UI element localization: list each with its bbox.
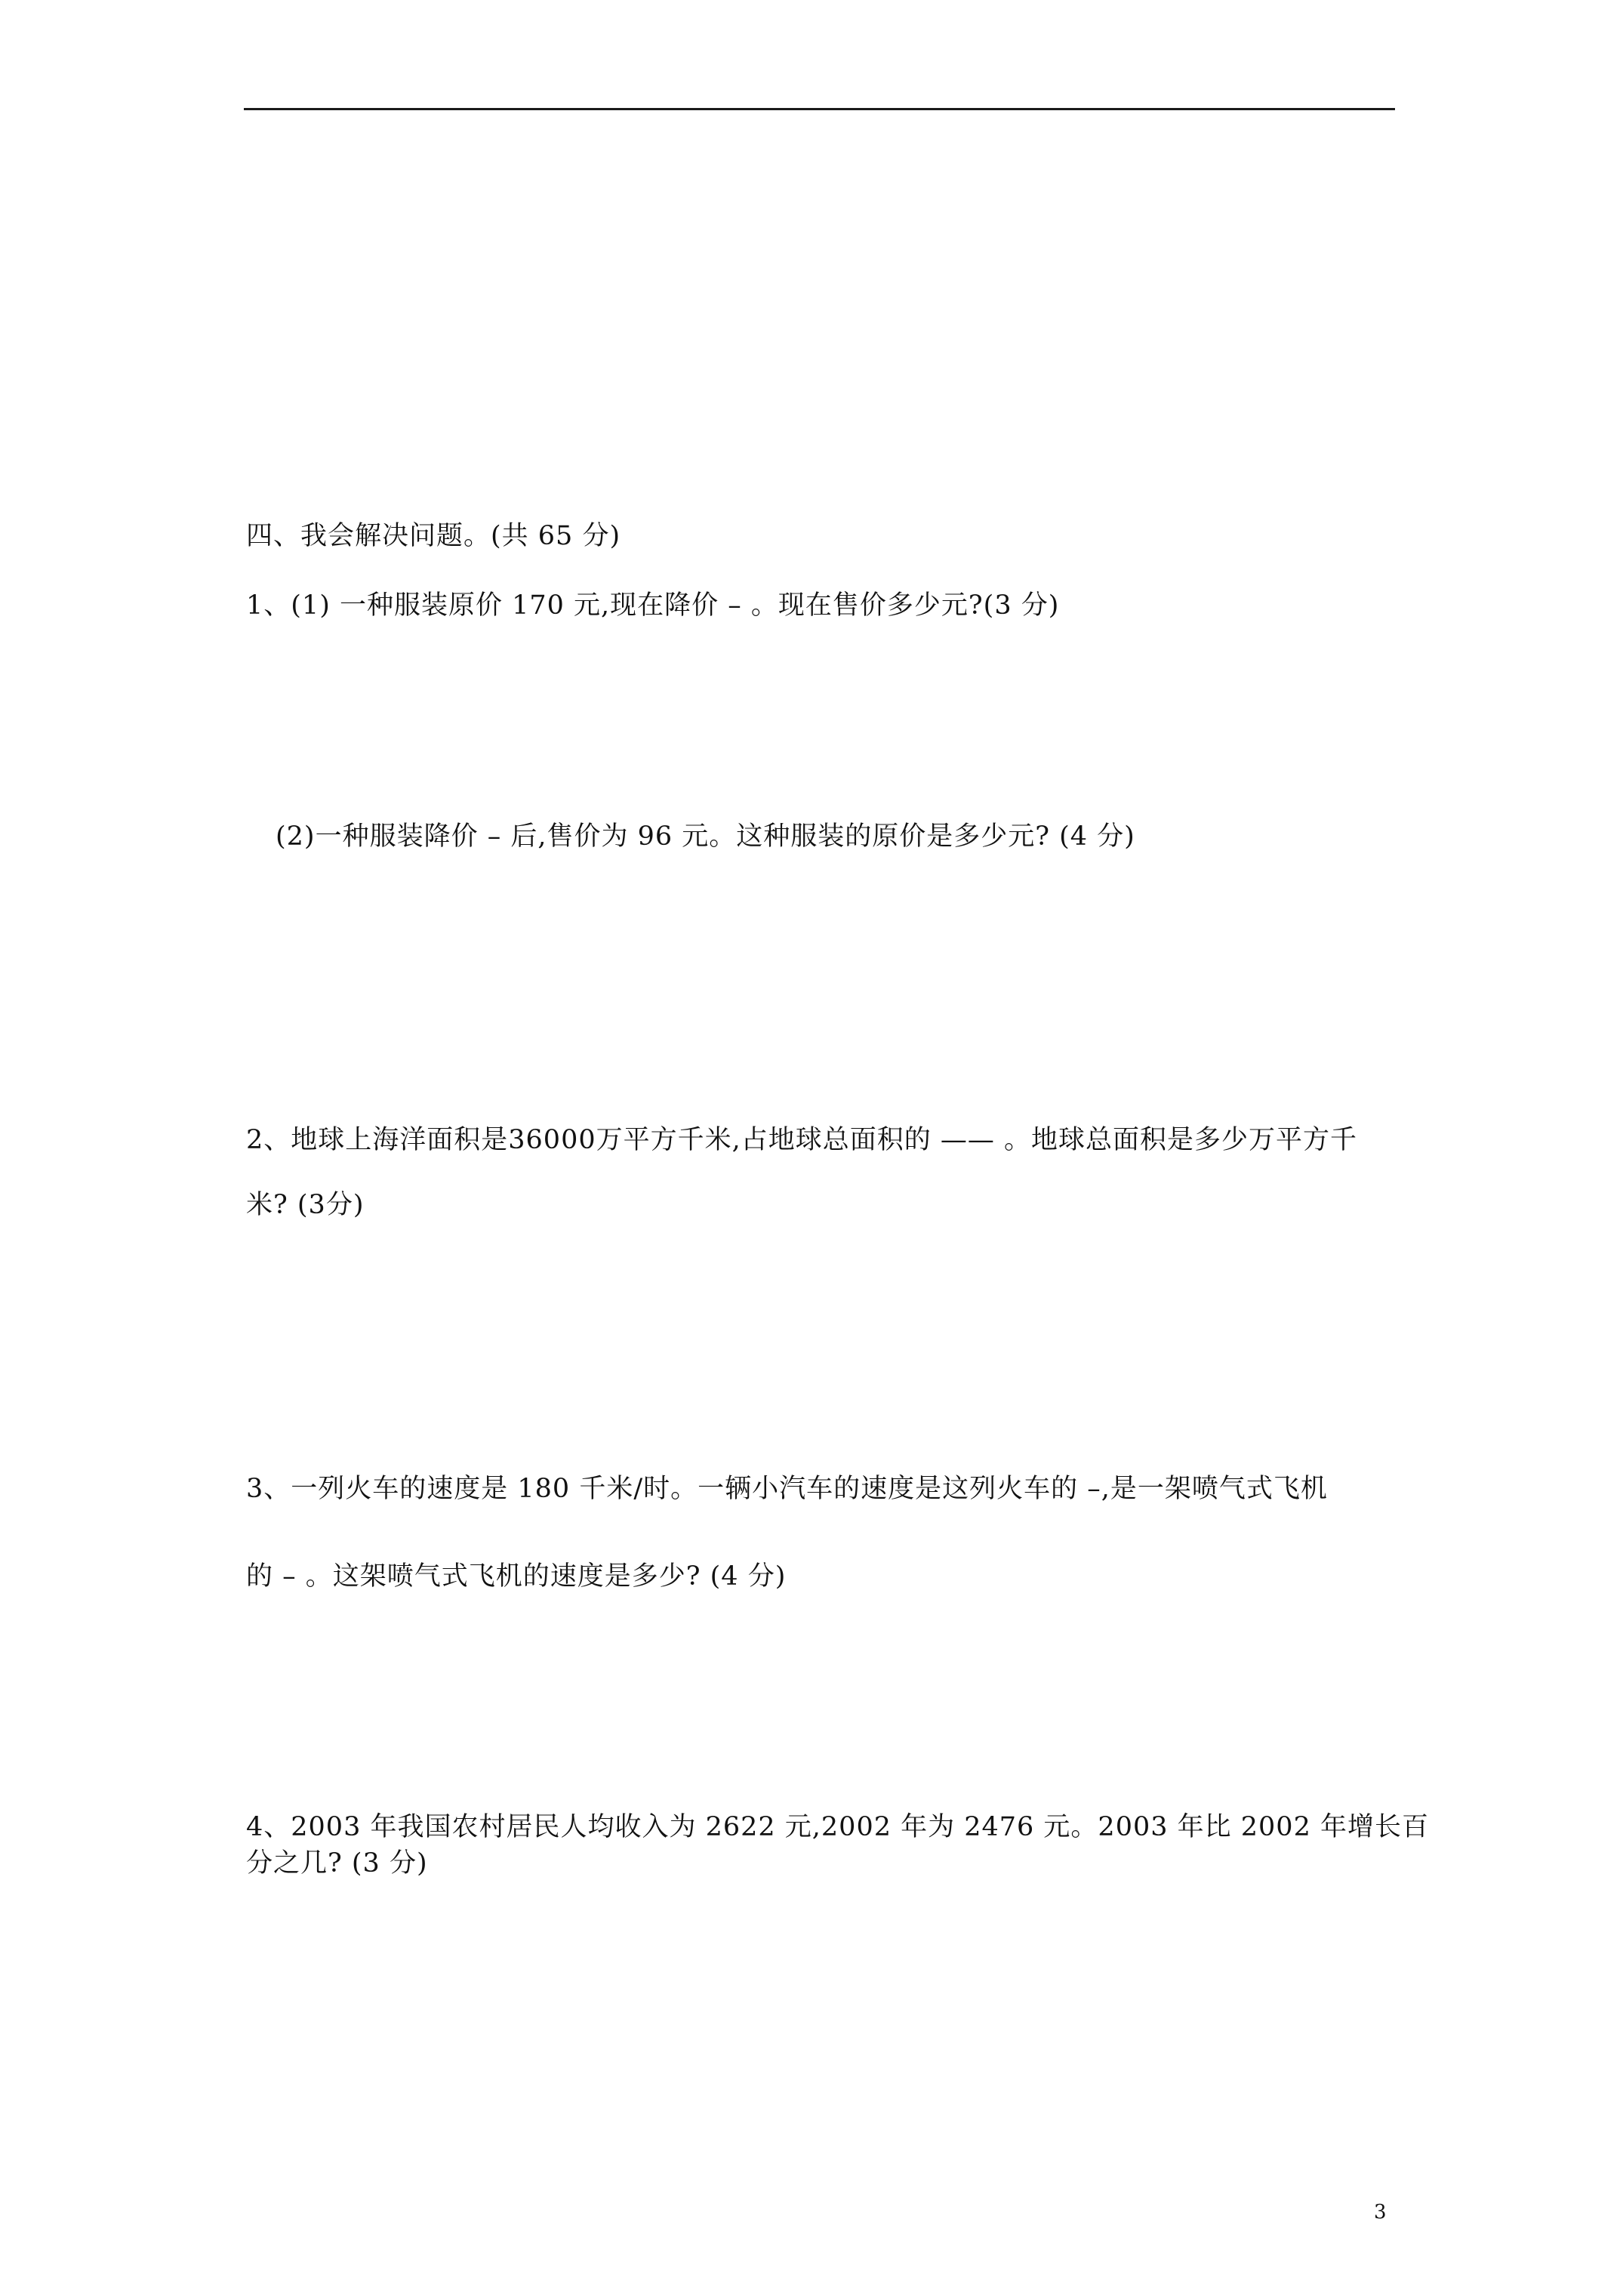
question-2-line-2: 米? (3分) — [246, 1190, 365, 1220]
question-1-part-1: 1、(1) 一种服装原价 170 元,现在降价 – 。现在售价多少元?(3 分) — [246, 590, 1060, 621]
question-2-line-1: 2、地球上海洋面积是36000万平方千米,占地球总面积的 —— 。地球总面积是多少万平方千 — [246, 1125, 1357, 1155]
question-3-line-2: 的 – 。这架喷气式飞机的速度是多少? (4 分) — [246, 1561, 787, 1592]
section-heading: 四、我会解决问题。(共 65 分) — [246, 521, 621, 551]
header-rule — [244, 108, 1395, 110]
page-number: 3 — [1374, 2201, 1387, 2224]
question-3-line-1: 3、一列火车的速度是 180 千米/时。一辆小汽车的速度是这列火车的 –,是一架喷气式飞机 — [246, 1474, 1328, 1504]
question-1-part-2: (2)一种服装降价 – 后,售价为 96 元。这种服装的原价是多少元? (4 分) — [276, 821, 1135, 852]
question-4-line-2: 分之几? (3 分) — [246, 1848, 428, 1878]
question-4-line-1: 4、2003 年我国农村居民人均收入为 2622 元,2002 年为 2476 元。2003 年比 2002 年增长百 — [246, 1812, 1429, 1842]
